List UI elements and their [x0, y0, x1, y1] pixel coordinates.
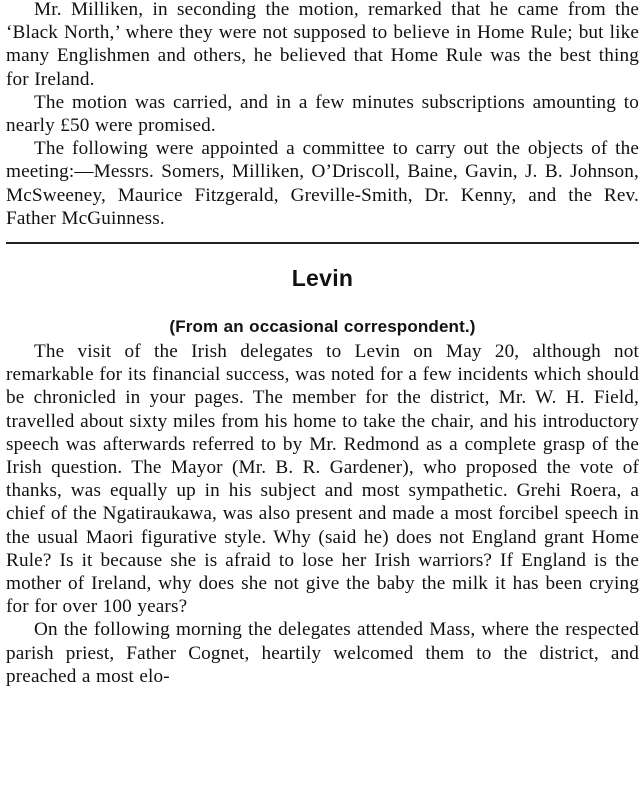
- text-column: [6, 0, 639, 688]
- paragraph-mass: On the following morning the delegates attended Mass, where the respected parish priest, Father Cognet, heartily welcomed them to the district, and preached a most elo-: [6, 619, 639, 687]
- paragraph-committee: The following were appointed a committee to carry out the objects of the meeting:—Messrs. Somers, Milliken, O’Driscoll, Baine, Gavin, J. B. Johnson, McSweeney, Maurice Fitzgerald, Greville-Smith, Dr. Kenny, and the Rev. Father McGuinness.: [6, 138, 639, 229]
- article-continuation: [6, 0, 639, 230]
- paragraph-motion-carried: The motion was carried, and in a few minutes subscriptions amounting to nearly £50 were promised.: [6, 91, 639, 137]
- paragraph-visit: The visit of the Irish delegates to Levin on May 20, although not remarkable for its financial success, was noted for a few incidents which should be chronicled in your pages. The member for the district, Mr. W. H. Field, travelled about sixty miles from his home to take the chair, and his introductory speech was afterwards referred to by Mr. Redmond as a complete grasp of the Irish question. The Mayor (Mr. B. R. Gardener), who proposed the vote of thanks, was equally up in his subject and most sympathetic. Grehi Roera, a chief of the Ngatiraukawa, was also present and made a most forcibel speech in the usual Maori figurative style. Why (said he) does not England grant Home Rule? Is it because she is afraid to lose her Irish warriors? If England is the mother of Ireland, why does she not give the baby the milk it has been crying for for over 100 years?: [6, 341, 639, 618]
- section-divider: [6, 242, 639, 244]
- article-title: Levin: [291, 265, 354, 292]
- article-levin: [6, 264, 639, 688]
- article-byline: (From an occasional correspondent.): [169, 317, 476, 337]
- paragraph-milliken: Mr. Milliken, in seconding the motion, remarked that he came from the ‘Black North,’ where they were not supposed to believe in Home Rule; but like many Englishmen and others, he believed that Home Rule was the best thing for Ireland.: [6, 0, 639, 90]
